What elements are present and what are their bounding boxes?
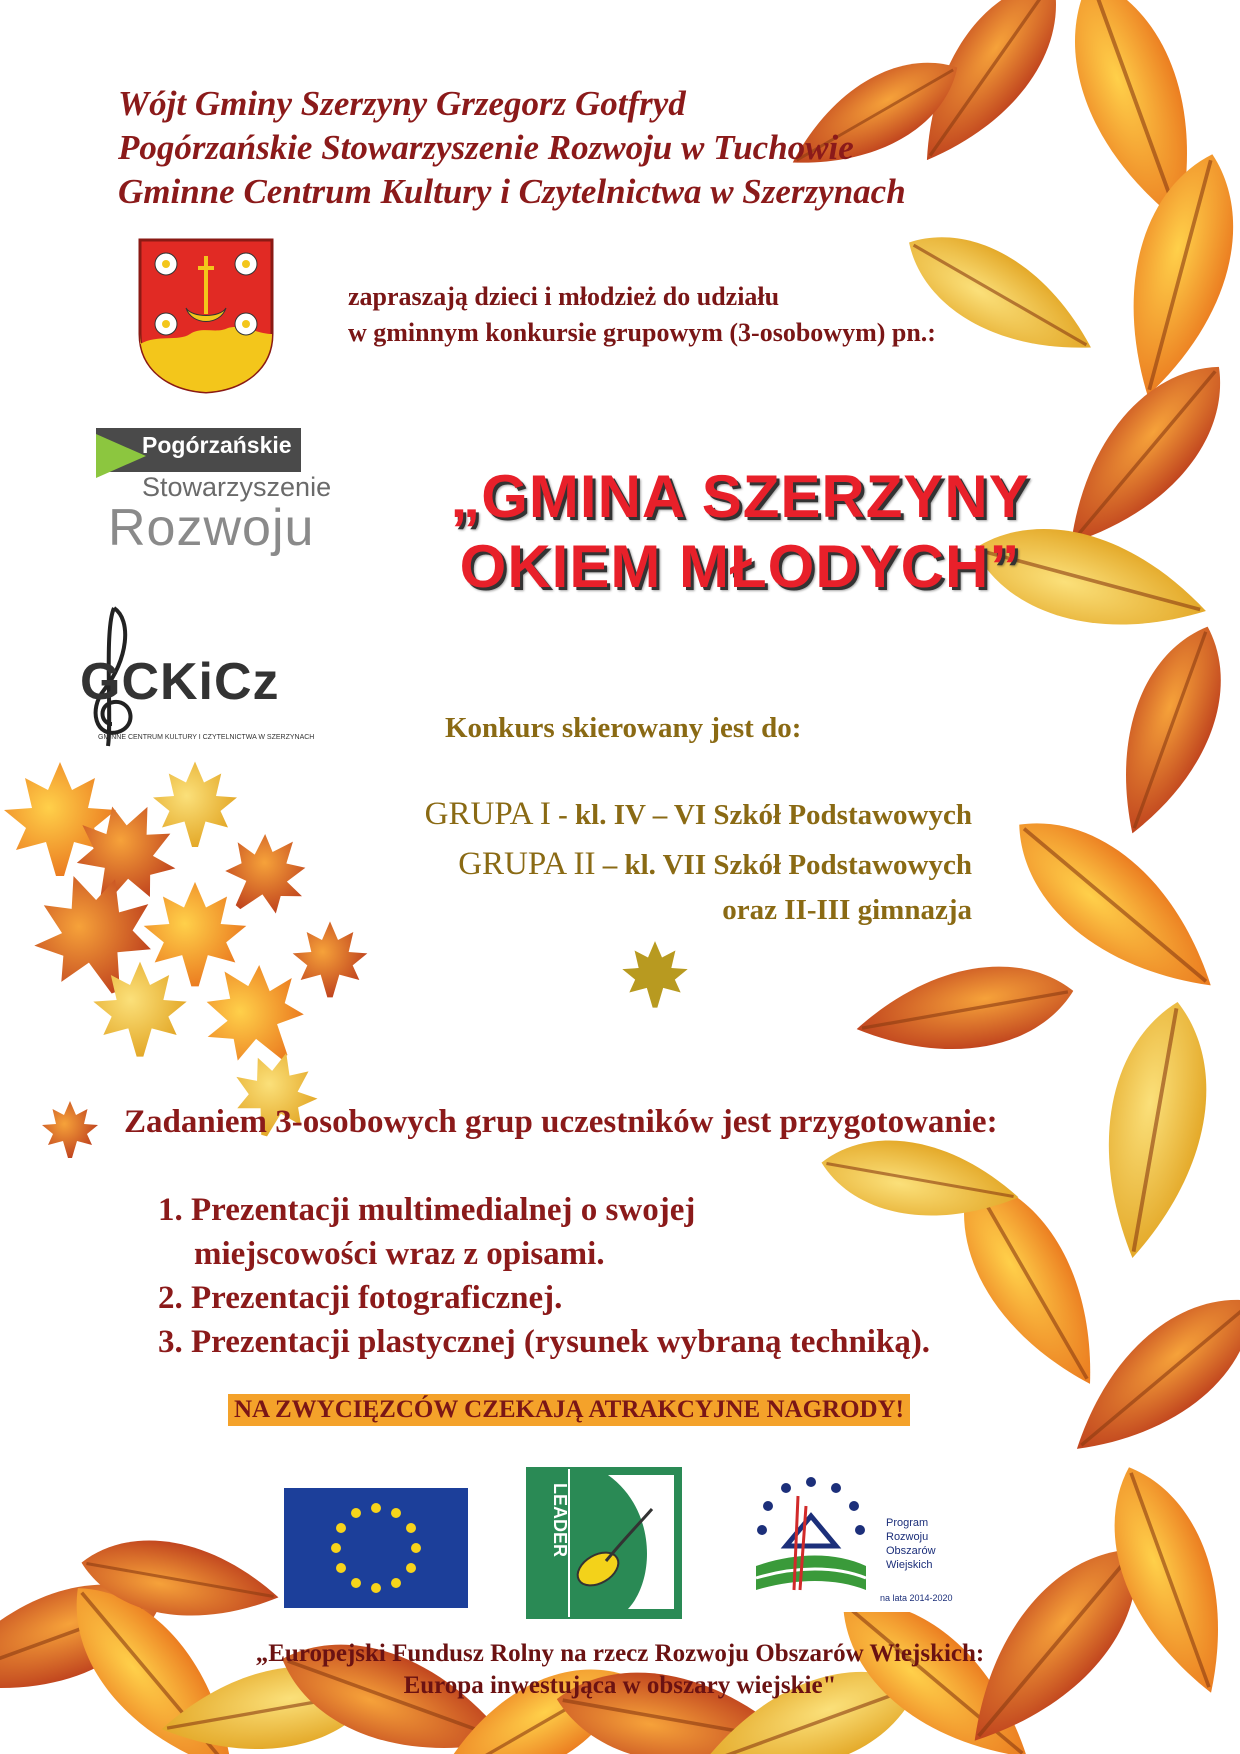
psr-logo-triangle-icon [96, 434, 146, 478]
gckicz-logo [74, 600, 344, 750]
prow-years: na lata 2014-2020 [880, 1593, 953, 1603]
target-heading: Konkurs skierowany jest do: [445, 712, 802, 744]
psr-logo-line-2: Stowarzyszenie [142, 472, 332, 502]
prow-emblem-icon [736, 1466, 886, 1606]
footer-line-2: Europa inwestująca w obszary wiejskie" [403, 1672, 837, 1699]
group-2-continued [722, 894, 972, 927]
psr-logo-line-3: Rozwoju [108, 499, 315, 557]
invitation-line-1: zapraszają dzieci i młodzież do udziału [348, 282, 780, 311]
eu-flag-logo [284, 1488, 468, 1608]
task-1-continued: miejscowości wraz z opisami. [194, 1236, 605, 1272]
group-2 [458, 846, 972, 883]
prow-text-line-1: Program [886, 1517, 929, 1529]
group-1-name: GRUPA I [424, 796, 551, 832]
group-1-desc: - kl. IV – VI Szkół Podstawowych [550, 799, 972, 831]
prow-logo-text [886, 1516, 936, 1572]
task-3: 3. Prezentacji plastycznej (rysunek wybraną techniką). [158, 1324, 931, 1360]
contest-title-line-1: „GMINA SZERZYNY [450, 463, 1030, 530]
task-heading: Zadaniem 3-osobowych grup uczestników jest przygotowanie: [124, 1104, 998, 1140]
task-2: 2. Prezentacji fotograficznej. [158, 1280, 563, 1316]
psr-logo-line-1: Pogórzańskie [142, 432, 292, 458]
prow-logo [728, 1456, 954, 1612]
organizer-line-1: Wójt Gminy Szerzyny Grzegorz Gotfryd [118, 84, 686, 123]
organizer-line-3: Gminne Centrum Kultury i Czytelnictwa w Szerzynach [118, 172, 906, 211]
group-2-desc-continued: oraz II-III gimnazja [722, 894, 972, 926]
invitation-line-2: w gminnym konkursie grupowym (3-osobowym) pn.: [348, 318, 936, 347]
prow-text-line-2: Rozwoju [886, 1531, 929, 1543]
prow-text-line-4: Wiejskich [886, 1559, 933, 1571]
footer-line-1: „Europejski Fundusz Rolny na rzecz Rozwoju Obszarów Wiejskich: [255, 1640, 985, 1667]
leader-emblem-icon [528, 1469, 680, 1617]
group-1 [425, 796, 972, 833]
organizer-line-2: Pogórzańskie Stowarzyszenie Rozwoju w Tuchowie [118, 128, 854, 167]
leader-logo [526, 1467, 682, 1619]
contest-title-line-2: OKIEM MŁODYCH” [459, 533, 1021, 600]
leader-logo-text: LEADER [550, 1483, 570, 1558]
eu-stars-icon [284, 1488, 468, 1608]
task-1: 1. Prezentacji multimedialnej o swojej [158, 1192, 696, 1228]
gckicz-logo-text: GCKiCz [80, 653, 280, 711]
psr-logo [96, 428, 336, 558]
group-2-name: GRUPA II [458, 846, 596, 882]
coat-of-arms-icon [138, 238, 274, 394]
prize-banner: NA ZWYCIĘZCÓW CZEKAJĄ ATRAKCYJNE NAGRODY! [228, 1394, 910, 1426]
group-2-desc: – kl. VII Szkół Podstawowych [595, 849, 972, 881]
prow-text-line-3: Obszarów [886, 1545, 936, 1557]
gckicz-logo-subtitle: GMINNE CENTRUM KULTURY I CZYTELNICTWA W SZERZYNACH [98, 734, 315, 741]
